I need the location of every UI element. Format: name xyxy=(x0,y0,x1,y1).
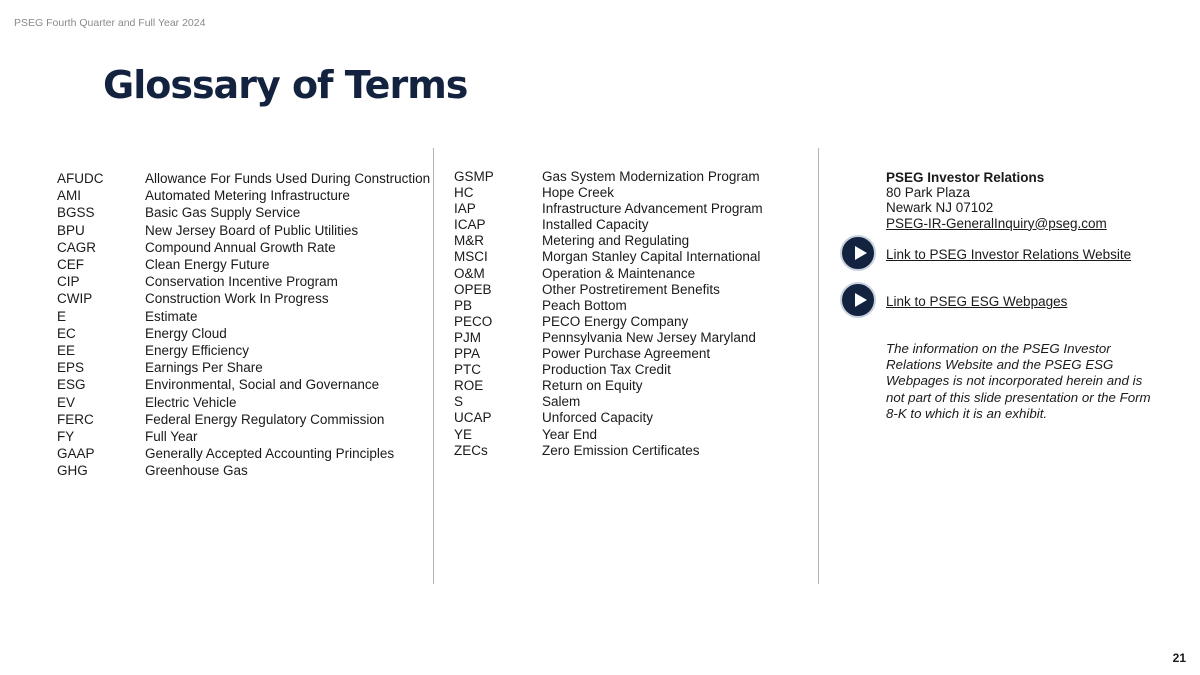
glossary-definition: Clean Energy Future xyxy=(145,257,270,273)
glossary-abbreviation: S xyxy=(454,394,464,410)
glossary-abbreviation: ROE xyxy=(454,378,484,394)
glossary-abbreviation: EC xyxy=(57,325,76,341)
glossary-abbreviation: M&R xyxy=(454,233,484,249)
glossary-row xyxy=(454,249,804,265)
glossary-abbreviation: ESG xyxy=(57,377,86,393)
glossary-row xyxy=(57,411,429,428)
glossary-row xyxy=(57,273,429,290)
glossary-definition: Operation & Maintenance xyxy=(542,265,696,281)
glossary-definition: Greenhouse Gas xyxy=(145,463,248,479)
glossary-row xyxy=(57,204,429,221)
glossary-abbreviation: HC xyxy=(454,185,474,201)
glossary-definition: Construction Work In Progress xyxy=(145,291,329,307)
esg-webpages-link[interactable]: Link to PSEG ESG Webpages xyxy=(886,294,1068,309)
ir-email-link[interactable]: PSEG-IR-GeneralInquiry@pseg.com xyxy=(886,215,1107,231)
ir-website-link[interactable]: Link to PSEG Investor Relations Website xyxy=(886,247,1132,262)
glossary-abbreviation: PTC xyxy=(454,362,481,378)
glossary-row xyxy=(57,239,429,256)
play-icon[interactable] xyxy=(840,235,876,271)
glossary-row xyxy=(454,169,804,185)
glossary-definition: Full Year xyxy=(145,429,198,445)
glossary-row xyxy=(454,427,804,443)
glossary-definition: Estimate xyxy=(145,308,198,324)
glossary-abbreviation: GAAP xyxy=(57,446,95,462)
glossary-abbreviation: AFUDC xyxy=(57,171,104,186)
glossary-abbreviation: IAP xyxy=(454,201,476,217)
glossary-definition: Generally Accepted Accounting Principles xyxy=(145,446,395,462)
glossary-abbreviation: PB xyxy=(454,297,473,313)
page-number: 21 xyxy=(1172,651,1186,665)
glossary-row xyxy=(454,282,804,298)
glossary-abbreviation: OPEB xyxy=(454,281,492,297)
glossary-abbreviation: EE xyxy=(57,343,76,359)
glossary-row xyxy=(454,394,804,410)
glossary-abbreviation: GHG xyxy=(57,463,88,479)
glossary-definition: Salem xyxy=(542,394,581,410)
glossary-abbreviation: EV xyxy=(57,394,76,410)
glossary-row xyxy=(57,187,429,204)
glossary-definition: Automated Metering Infrastructure xyxy=(145,188,350,204)
glossary-abbreviation: EPS xyxy=(57,360,85,376)
glossary-abbreviation: FERC xyxy=(57,411,94,427)
glossary-definition: Energy Efficiency xyxy=(145,343,250,359)
ir-address-line-2: Newark NJ 07102 xyxy=(886,200,994,216)
glossary-definition: Energy Cloud xyxy=(145,325,227,341)
glossary-abbreviation: CEF xyxy=(57,257,84,273)
glossary-row xyxy=(454,346,804,362)
glossary-definition: Morgan Stanley Capital International xyxy=(542,249,761,265)
glossary-abbreviation: ZECs xyxy=(454,442,488,458)
glossary-row xyxy=(57,445,429,462)
glossary-abbreviation: PPA xyxy=(454,346,481,362)
glossary-abbreviation: YE xyxy=(454,426,473,442)
glossary-abbreviation: CAGR xyxy=(57,239,97,255)
glossary-definition: Environmental, Social and Governance xyxy=(145,377,380,393)
glossary-definition: Unforced Capacity xyxy=(542,410,654,426)
glossary-row xyxy=(454,410,804,426)
glossary-row xyxy=(454,330,804,346)
glossary-definition: Zero Emission Certificates xyxy=(542,442,700,458)
glossary-row xyxy=(454,266,804,282)
glossary-definition: Metering and Regulating xyxy=(542,233,690,249)
glossary-row xyxy=(57,170,429,187)
glossary-definition: Basic Gas Supply Service xyxy=(145,205,301,221)
glossary-column-1 xyxy=(57,170,429,480)
glossary-definition: Conservation Incentive Program xyxy=(145,274,338,290)
glossary-abbreviation: AMI xyxy=(57,188,82,204)
glossary-row xyxy=(57,359,429,376)
glossary-row xyxy=(454,217,804,233)
investor-relations-contact xyxy=(886,170,1107,231)
glossary-row xyxy=(57,394,429,411)
glossary-row xyxy=(57,376,429,393)
glossary-definition: Gas System Modernization Program xyxy=(542,169,760,184)
glossary-definition: Electric Vehicle xyxy=(145,394,237,410)
glossary-definition: Return on Equity xyxy=(542,378,643,394)
column-divider xyxy=(433,148,434,584)
glossary-row xyxy=(454,443,804,459)
ir-address-line-1: 80 Park Plaza xyxy=(886,185,971,201)
ir-title: PSEG Investor Relations xyxy=(886,170,1045,185)
glossary-row xyxy=(454,233,804,249)
glossary-definition: Infrastructure Advancement Program xyxy=(542,201,763,217)
glossary-definition: Power Purchase Agreement xyxy=(542,346,711,362)
glossary-abbreviation: ICAP xyxy=(454,217,486,233)
glossary-row xyxy=(454,314,804,330)
glossary-abbreviation: FY xyxy=(57,429,75,445)
glossary-definition: Year End xyxy=(542,426,598,442)
glossary-row xyxy=(57,342,429,359)
glossary-definition: Peach Bottom xyxy=(542,297,627,313)
glossary-row xyxy=(57,462,429,479)
glossary-definition: Hope Creek xyxy=(542,185,615,201)
page-title: Glossary of Terms xyxy=(103,63,468,107)
glossary-abbreviation: O&M xyxy=(454,265,485,281)
glossary-row xyxy=(454,185,804,201)
glossary-abbreviation: MSCI xyxy=(454,249,488,265)
glossary-abbreviation: PECO xyxy=(454,313,493,329)
glossary-definition: Federal Energy Regulatory Commission xyxy=(145,411,385,427)
glossary-definition: Pennsylvania New Jersey Maryland xyxy=(542,329,756,345)
glossary-definition: Allowance For Funds Used During Construction xyxy=(145,171,431,186)
glossary-abbreviation: PJM xyxy=(454,329,481,345)
disclaimer-text: The information on the PSEG Investor Relations Website and the PSEG ESG Webpages is not incorporated herein and is not part of this slide presentation or the Form 8-K to which it is an exhibit. xyxy=(886,341,1151,421)
glossary-abbreviation: BGSS xyxy=(57,205,95,221)
slide-header-label: PSEG Fourth Quarter and Full Year 2024 xyxy=(14,17,206,29)
glossary-definition: Production Tax Credit xyxy=(542,362,671,378)
glossary-row xyxy=(57,428,429,445)
glossary-definition: Earnings Per Share xyxy=(145,360,263,376)
glossary-definition: Compound Annual Growth Rate xyxy=(145,239,336,255)
play-icon[interactable] xyxy=(840,282,876,318)
glossary-row xyxy=(57,308,429,325)
glossary-abbreviation: CIP xyxy=(57,274,80,290)
glossary-row xyxy=(454,378,804,394)
glossary-abbreviation: GSMP xyxy=(454,169,494,184)
glossary-definition: PECO Energy Company xyxy=(542,313,689,329)
glossary-abbreviation: CWIP xyxy=(57,291,93,307)
glossary-row xyxy=(57,325,429,342)
glossary-abbreviation: UCAP xyxy=(454,410,492,426)
glossary-row xyxy=(454,201,804,217)
glossary-row xyxy=(57,290,429,307)
glossary-column-2 xyxy=(454,169,804,459)
glossary-definition: Other Postretirement Benefits xyxy=(542,281,720,297)
glossary-abbreviation: BPU xyxy=(57,222,85,238)
glossary-row xyxy=(454,362,804,378)
glossary-row xyxy=(57,222,429,239)
glossary-row xyxy=(57,256,429,273)
glossary-definition: Installed Capacity xyxy=(542,217,649,233)
glossary-abbreviation: E xyxy=(57,308,67,324)
column-divider xyxy=(818,148,819,584)
glossary-row xyxy=(454,298,804,314)
glossary-definition: New Jersey Board of Public Utilities xyxy=(145,222,359,238)
